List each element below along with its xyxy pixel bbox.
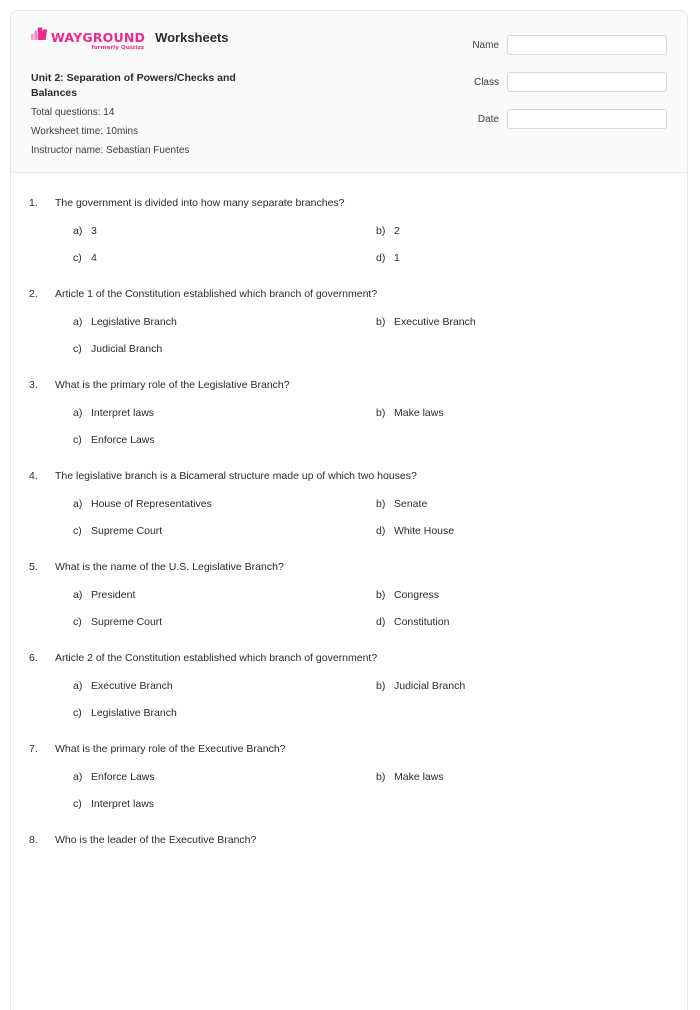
question-item	[29, 286, 667, 357]
total-questions: Total questions: 14	[31, 107, 115, 118]
student-info-fields	[447, 27, 667, 158]
question-number: 2.	[29, 288, 38, 300]
option-text: Executive Branch	[394, 316, 476, 328]
option-text: Make laws	[394, 771, 444, 783]
answer-option[interactable]	[73, 406, 376, 421]
option-grid	[73, 224, 667, 266]
worksheet-meta	[31, 71, 447, 158]
option-letter: c)	[73, 434, 82, 446]
option-text: White House	[394, 525, 455, 537]
answer-option[interactable]	[73, 224, 376, 239]
option-text: 4	[91, 252, 97, 264]
question-number: 1.	[29, 197, 38, 209]
answer-option[interactable]	[73, 679, 376, 694]
product-title: Worksheets	[155, 30, 229, 45]
option-letter: b)	[376, 316, 386, 328]
date-label: Date	[477, 113, 499, 125]
question-head	[29, 832, 667, 848]
date-input[interactable]	[507, 109, 667, 129]
answer-option[interactable]	[73, 497, 376, 512]
question-number: 6.	[29, 652, 38, 664]
answer-option[interactable]	[73, 251, 376, 266]
option-text: Interpret laws	[91, 798, 155, 810]
option-text: 2	[394, 225, 400, 237]
option-text: Enforce Laws	[91, 771, 155, 783]
answer-option[interactable]	[376, 770, 667, 785]
question-head	[29, 286, 667, 302]
question-text: Who is the leader of the Executive Branch?	[55, 834, 257, 846]
answer-option[interactable]	[73, 797, 376, 812]
answer-option[interactable]	[73, 433, 376, 448]
option-grid	[73, 588, 667, 630]
option-text: Congress	[394, 589, 439, 601]
option-letter: c)	[73, 616, 82, 628]
class-input[interactable]	[507, 72, 667, 92]
question-head	[29, 195, 667, 211]
question-text: The legislative branch is a Bicameral structure made up of which two houses?	[55, 470, 417, 482]
question-number: 7.	[29, 743, 38, 755]
option-text: Interpret laws	[91, 407, 155, 419]
option-text: Legislative Branch	[91, 707, 177, 719]
question-number: 4.	[29, 470, 38, 482]
option-text: Senate	[394, 498, 428, 510]
option-text: Judicial Branch	[394, 680, 466, 692]
option-letter: c)	[73, 525, 82, 537]
option-letter: c)	[73, 252, 82, 264]
name-label: Name	[472, 39, 499, 51]
option-text: Make laws	[394, 407, 444, 419]
answer-option[interactable]	[73, 315, 376, 330]
option-letter: d)	[376, 252, 386, 264]
option-letter: c)	[73, 707, 82, 719]
answer-option[interactable]	[376, 224, 667, 239]
logo-subtitle: formerly Quizizz	[91, 45, 145, 51]
name-field-row	[447, 35, 667, 55]
question-item	[29, 377, 667, 448]
question-text: What is the primary role of the Legislative Branch?	[55, 379, 290, 391]
question-text: The government is divided into how many separate branches?	[55, 197, 345, 209]
worksheet-header	[11, 11, 687, 173]
class-field-row	[447, 72, 667, 92]
brand-row	[31, 27, 447, 53]
option-text: House of Representatives	[91, 498, 212, 510]
question-text: Article 2 of the Constitution established which branch of government?	[55, 652, 378, 664]
question-head	[29, 741, 667, 757]
class-label: Class	[473, 76, 499, 88]
option-letter: a)	[73, 771, 83, 783]
worksheet-page	[10, 10, 688, 1010]
unit-title: Unit 2: Separation of Powers/Checks and Balances	[31, 72, 236, 99]
question-item	[29, 650, 667, 721]
instructor-name: Instructor name: Sebastian Fuentes	[31, 145, 190, 156]
name-input[interactable]	[507, 35, 667, 55]
answer-option[interactable]	[73, 524, 376, 539]
question-head	[29, 468, 667, 484]
question-text: What is the name of the U.S. Legislative Branch?	[55, 561, 284, 573]
option-text: Supreme Court	[91, 616, 163, 628]
answer-option[interactable]	[73, 615, 376, 630]
option-text: Judicial Branch	[91, 343, 163, 355]
answer-option[interactable]	[376, 315, 667, 330]
option-grid	[73, 406, 667, 448]
option-letter: c)	[73, 343, 82, 355]
question-head	[29, 559, 667, 575]
option-letter: c)	[73, 798, 82, 810]
option-text: President	[91, 589, 136, 601]
answer-option[interactable]	[376, 615, 667, 630]
option-letter: d)	[376, 525, 386, 537]
answer-option[interactable]	[376, 406, 667, 421]
option-letter: b)	[376, 680, 386, 692]
date-field-row	[447, 109, 667, 129]
question-item	[29, 195, 667, 266]
option-text: 3	[91, 225, 97, 237]
answer-option[interactable]	[376, 588, 667, 603]
answer-option[interactable]	[73, 770, 376, 785]
option-grid	[73, 315, 667, 357]
question-text: What is the primary role of the Executive Branch?	[55, 743, 286, 755]
question-item	[29, 468, 667, 539]
question-item	[29, 559, 667, 630]
logo-wordmark: WAYGROUND	[51, 29, 146, 45]
option-letter: a)	[73, 316, 83, 328]
answer-option[interactable]	[73, 706, 376, 721]
option-grid	[73, 497, 667, 539]
answer-option[interactable]	[376, 251, 667, 266]
option-text: Supreme Court	[91, 525, 163, 537]
option-grid	[73, 770, 667, 812]
question-head	[29, 377, 667, 393]
option-text: Executive Branch	[91, 680, 173, 692]
option-letter: d)	[376, 616, 386, 628]
option-text: Enforce Laws	[91, 434, 155, 446]
option-letter: a)	[73, 680, 83, 692]
question-head	[29, 650, 667, 666]
questions-list	[11, 173, 687, 848]
answer-option[interactable]	[73, 342, 376, 357]
option-letter: b)	[376, 407, 386, 419]
option-letter: a)	[73, 225, 83, 237]
wayground-logo	[31, 27, 145, 52]
option-grid	[73, 679, 667, 721]
option-text: Constitution	[394, 616, 450, 628]
option-letter: b)	[376, 498, 386, 510]
bars-logo-icon	[31, 27, 48, 44]
question-number: 8.	[29, 834, 38, 846]
header-left	[31, 27, 447, 158]
answer-option[interactable]	[376, 524, 667, 539]
option-letter: b)	[376, 589, 386, 601]
answer-option[interactable]	[73, 588, 376, 603]
option-letter: b)	[376, 225, 386, 237]
option-letter: b)	[376, 771, 386, 783]
option-letter: a)	[73, 407, 83, 419]
answer-option[interactable]	[376, 497, 667, 512]
worksheet-time: Worksheet time: 10mins	[31, 126, 139, 137]
option-letter: a)	[73, 589, 83, 601]
option-text: 1	[394, 252, 400, 264]
option-letter: a)	[73, 498, 83, 510]
question-item	[29, 832, 667, 848]
option-text: Legislative Branch	[91, 316, 177, 328]
question-text: Article 1 of the Constitution established which branch of government?	[55, 288, 378, 300]
question-item	[29, 741, 667, 812]
question-number: 3.	[29, 379, 38, 391]
question-number: 5.	[29, 561, 38, 573]
answer-option[interactable]	[376, 679, 667, 694]
